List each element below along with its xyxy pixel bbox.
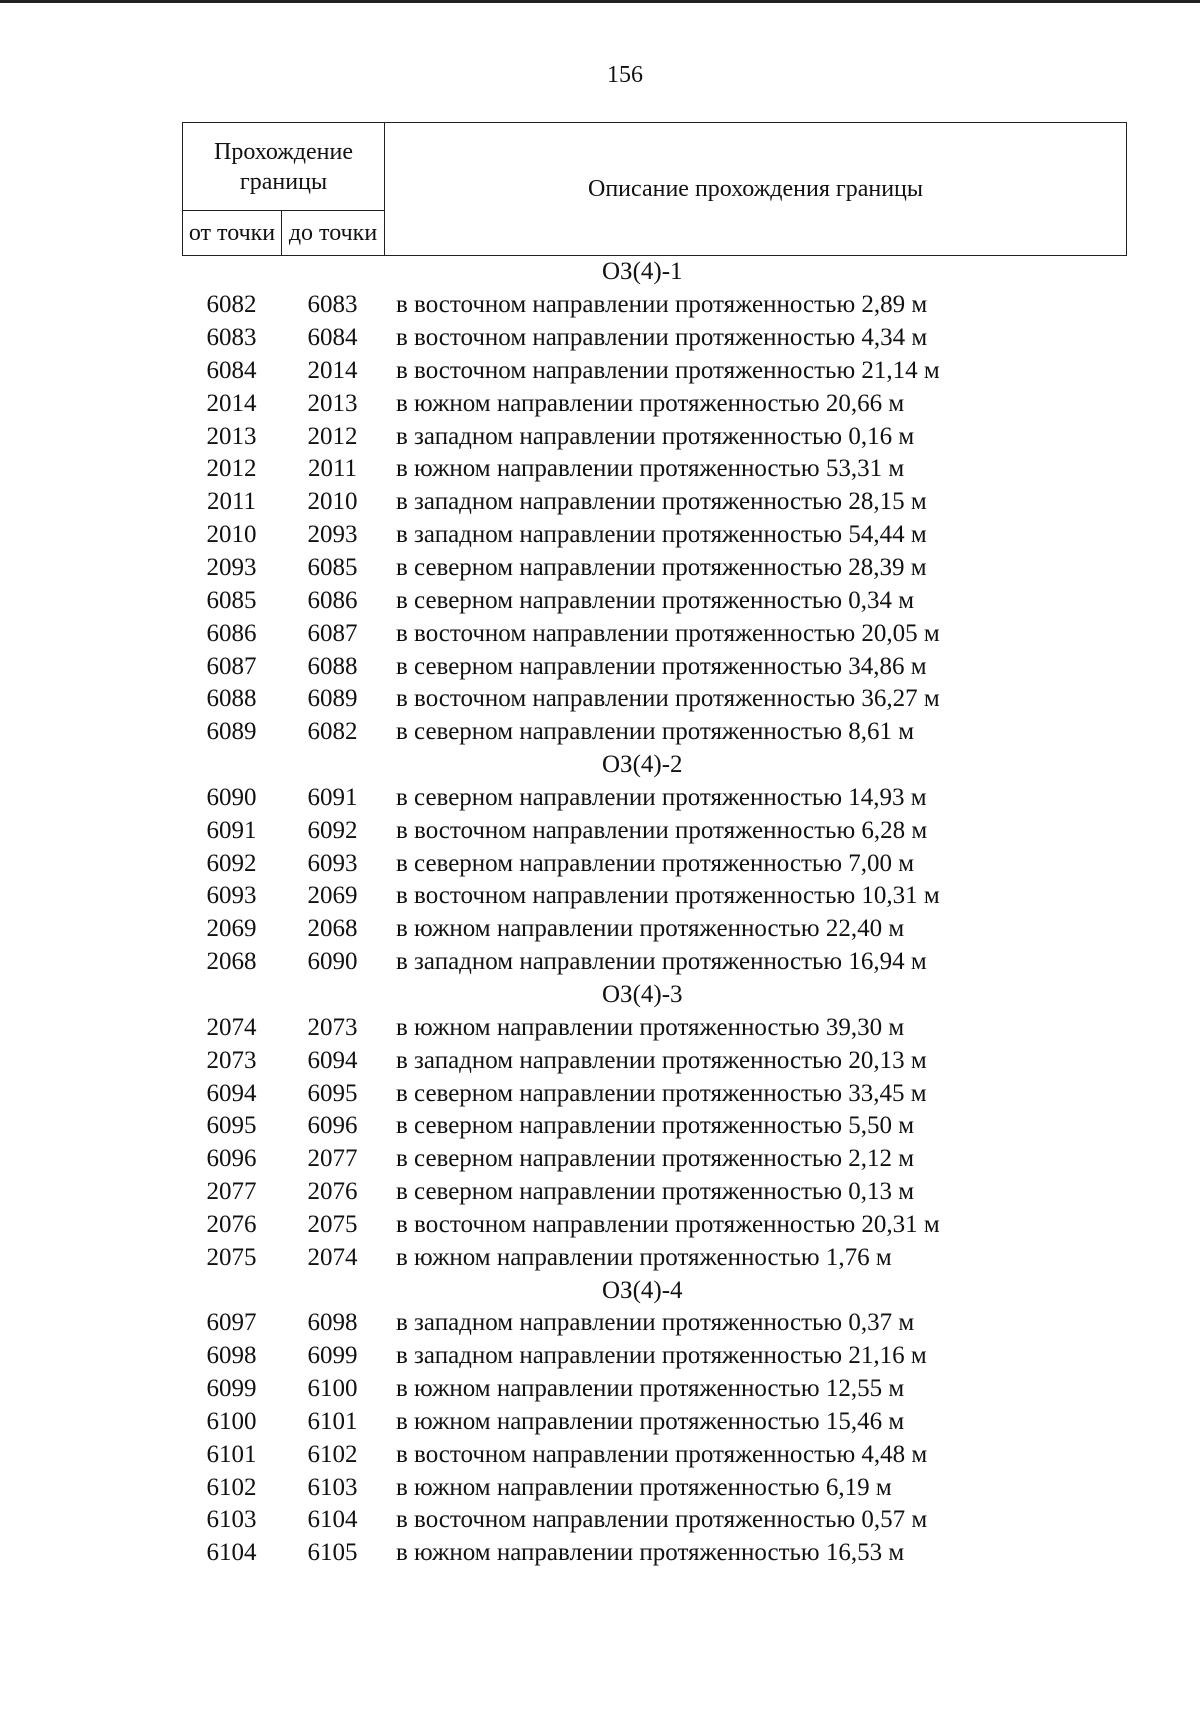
point-to: 6084 <box>307 324 358 352</box>
passage-description: в южном направлении протяженностью 12,55 м <box>396 1375 905 1403</box>
passage-description: в северном направлении протяженностью 28,39 м <box>396 554 927 582</box>
point-to: 6087 <box>307 619 358 647</box>
point-from: 6098 <box>206 1342 257 1370</box>
table-row <box>182 387 1126 420</box>
table-row <box>182 1011 1126 1044</box>
point-to: 6094 <box>307 1046 358 1074</box>
page-number: 156 <box>607 62 643 88</box>
table-row <box>182 322 1126 355</box>
point-from: 2093 <box>206 554 257 582</box>
table-row <box>182 1373 1126 1406</box>
table-row <box>182 1044 1126 1077</box>
point-to: 6088 <box>307 652 358 680</box>
point-to: 6104 <box>307 1506 358 1534</box>
table-row <box>182 1307 1126 1340</box>
point-from: 2011 <box>206 488 257 516</box>
boundary-table-body <box>182 256 1126 1570</box>
point-to: 6085 <box>307 554 358 582</box>
table-row <box>182 1537 1126 1570</box>
point-from: 6083 <box>206 324 257 352</box>
point-to: 2093 <box>307 521 358 549</box>
point-from: 6101 <box>206 1440 257 1468</box>
table-row <box>182 289 1126 322</box>
point-to: 6095 <box>307 1079 358 1107</box>
passage-description: в южном направлении протяженностью 16,53 м <box>396 1539 905 1567</box>
point-to: 6091 <box>307 783 358 811</box>
table-row <box>182 782 1126 815</box>
point-to: 2075 <box>307 1210 358 1238</box>
passage-description: в северном направлении протяженностью 8,61 м <box>396 718 915 746</box>
point-to: 2014 <box>307 356 358 384</box>
table-row <box>182 519 1126 552</box>
passage-description: в восточном направлении протяженностью 20,31 м <box>396 1210 940 1238</box>
section-title: ОЗ(4)-4 <box>602 1276 683 1304</box>
point-from: 6089 <box>206 718 257 746</box>
table-row <box>182 486 1126 519</box>
point-from: 6085 <box>206 586 257 614</box>
passage-description: в западном направлении протяженностью 21,16 м <box>396 1342 927 1370</box>
point-from: 6088 <box>206 685 257 713</box>
point-to: 2012 <box>307 422 358 450</box>
point-to: 2013 <box>307 389 358 417</box>
passage-description: в западном направлении протяженностью 0,37 м <box>396 1309 915 1337</box>
header-description: Описание прохождения границы <box>385 123 1127 256</box>
table-row <box>182 650 1126 683</box>
point-from: 2069 <box>206 915 257 943</box>
point-from: 2014 <box>206 389 257 417</box>
point-from: 6087 <box>206 652 257 680</box>
point-from: 6096 <box>206 1145 257 1173</box>
table-row <box>182 420 1126 453</box>
point-to: 6083 <box>307 291 358 319</box>
passage-description: в восточном направлении протяженностью 2,89 м <box>396 291 928 319</box>
passage-description: в восточном направлении протяженностью 20,05 м <box>396 619 940 647</box>
table-row <box>182 1176 1126 1209</box>
point-from: 2010 <box>206 521 257 549</box>
point-to: 6098 <box>307 1309 358 1337</box>
passage-description: в южном направлении протяженностью 53,31 м <box>396 455 905 483</box>
passage-description: в западном направлении протяженностью 54,44 м <box>396 521 927 549</box>
table-row <box>182 847 1126 880</box>
point-from: 6090 <box>206 783 257 811</box>
point-from: 6104 <box>206 1539 257 1567</box>
passage-description: в северном направлении протяженностью 14,93 м <box>396 783 927 811</box>
table-header <box>182 122 1127 256</box>
table-row <box>182 617 1126 650</box>
table-row <box>182 552 1126 585</box>
point-to: 2011 <box>307 455 358 483</box>
passage-description: в восточном направлении протяженностью 4,34 м <box>396 324 928 352</box>
point-to: 6090 <box>307 948 358 976</box>
passage-description: в восточном направлении протяженностью 0,57 м <box>396 1506 928 1534</box>
point-from: 6100 <box>206 1407 257 1435</box>
point-to: 6093 <box>307 849 358 877</box>
table-row <box>182 584 1126 617</box>
point-to: 6100 <box>307 1375 358 1403</box>
passage-description: в южном направлении протяженностью 6,19 м <box>396 1473 892 1501</box>
point-to: 2068 <box>307 915 358 943</box>
point-to: 6101 <box>307 1407 358 1435</box>
point-from: 2077 <box>206 1178 257 1206</box>
point-from: 6082 <box>206 291 257 319</box>
table-row <box>182 1241 1126 1274</box>
passage-description: в южном направлении протяженностью 22,40 м <box>396 915 905 943</box>
point-to: 6089 <box>307 685 358 713</box>
table-row <box>182 1077 1126 1110</box>
passage-description: в северном направлении протяженностью 0,34 м <box>396 586 915 614</box>
passage-description: в западном направлении протяженностью 0,16 м <box>396 422 915 450</box>
table-row <box>182 913 1126 946</box>
point-to: 6086 <box>307 586 358 614</box>
passage-description: в северном направлении протяженностью 2,12 м <box>396 1145 915 1173</box>
point-to: 6099 <box>307 1342 358 1370</box>
header-passage: Прохождение границы <box>183 123 385 211</box>
passage-description: в южном направлении протяженностью 1,76 м <box>396 1243 892 1271</box>
passage-description: в восточном направлении протяженностью 6,28 м <box>396 816 928 844</box>
passage-description: в восточном направлении протяженностью 36,27 м <box>396 685 940 713</box>
table-row <box>182 355 1126 388</box>
point-to: 2010 <box>307 488 358 516</box>
point-to: 6096 <box>307 1112 358 1140</box>
table-row <box>182 683 1126 716</box>
top-rule <box>0 0 1200 3</box>
point-from: 6103 <box>206 1506 257 1534</box>
point-from: 2075 <box>206 1243 257 1271</box>
point-to: 6102 <box>307 1440 358 1468</box>
table-row <box>182 1110 1126 1143</box>
point-to: 2074 <box>307 1243 358 1271</box>
point-to: 6105 <box>307 1539 358 1567</box>
point-from: 2073 <box>206 1046 257 1074</box>
table-row <box>182 1406 1126 1439</box>
header-to: до точки <box>282 211 385 256</box>
table-row <box>182 1208 1126 1241</box>
point-from: 2012 <box>206 455 257 483</box>
table-row <box>182 880 1126 913</box>
passage-description: в западном направлении протяженностью 16,94 м <box>396 948 927 976</box>
section-title: ОЗ(4)-3 <box>602 980 683 1008</box>
table-row <box>182 1504 1126 1537</box>
passage-description: в западном направлении протяженностью 28,15 м <box>396 488 927 516</box>
passage-description: в северном направлении протяженностью 7,00 м <box>396 849 915 877</box>
point-from: 2074 <box>206 1013 257 1041</box>
passage-description: в восточном направлении протяженностью 4,48 м <box>396 1440 928 1468</box>
point-from: 6086 <box>206 619 257 647</box>
passage-description: в северном направлении протяженностью 5,50 м <box>396 1112 915 1140</box>
point-to: 6103 <box>307 1473 358 1501</box>
table-row <box>182 716 1126 749</box>
point-to: 2077 <box>307 1145 358 1173</box>
table-row <box>182 1471 1126 1504</box>
passage-description: в южном направлении протяженностью 20,66 м <box>396 389 905 417</box>
point-to: 2076 <box>307 1178 358 1206</box>
passage-description: в южном направлении протяженностью 15,46 м <box>396 1407 905 1435</box>
section-title: ОЗ(4)-2 <box>602 751 683 779</box>
point-from: 2068 <box>206 948 257 976</box>
point-from: 6091 <box>206 816 257 844</box>
passage-description: в восточном направлении протяженностью 21,14 м <box>396 356 940 384</box>
point-from: 6102 <box>206 1473 257 1501</box>
point-to: 6092 <box>307 816 358 844</box>
point-from: 2013 <box>206 422 257 450</box>
table-row <box>182 1143 1126 1176</box>
passage-description: в северном направлении протяженностью 34,86 м <box>396 652 927 680</box>
passage-description: в северном направлении протяженностью 0,13 м <box>396 1178 915 1206</box>
point-from: 2076 <box>206 1210 257 1238</box>
point-to: 6082 <box>307 718 358 746</box>
table-row <box>182 1438 1126 1471</box>
header-from: от точки <box>183 211 282 256</box>
point-from: 6094 <box>206 1079 257 1107</box>
table-row <box>182 453 1126 486</box>
passage-description: в северном направлении протяженностью 33,45 м <box>396 1079 927 1107</box>
point-to: 2073 <box>307 1013 358 1041</box>
point-from: 6093 <box>206 882 257 910</box>
passage-description: в восточном направлении протяженностью 10,31 м <box>396 882 940 910</box>
point-to: 2069 <box>307 882 358 910</box>
point-from: 6099 <box>206 1375 257 1403</box>
table-row <box>182 814 1126 847</box>
point-from: 6095 <box>206 1112 257 1140</box>
table-row <box>182 946 1126 979</box>
point-from: 6084 <box>206 356 257 384</box>
table-row <box>182 1340 1126 1373</box>
passage-description: в южном направлении протяженностью 39,30 м <box>396 1013 905 1041</box>
point-from: 6092 <box>206 849 257 877</box>
passage-description: в западном направлении протяженностью 20,13 м <box>396 1046 927 1074</box>
section-title: ОЗ(4)-1 <box>602 258 683 286</box>
point-from: 6097 <box>206 1309 257 1337</box>
